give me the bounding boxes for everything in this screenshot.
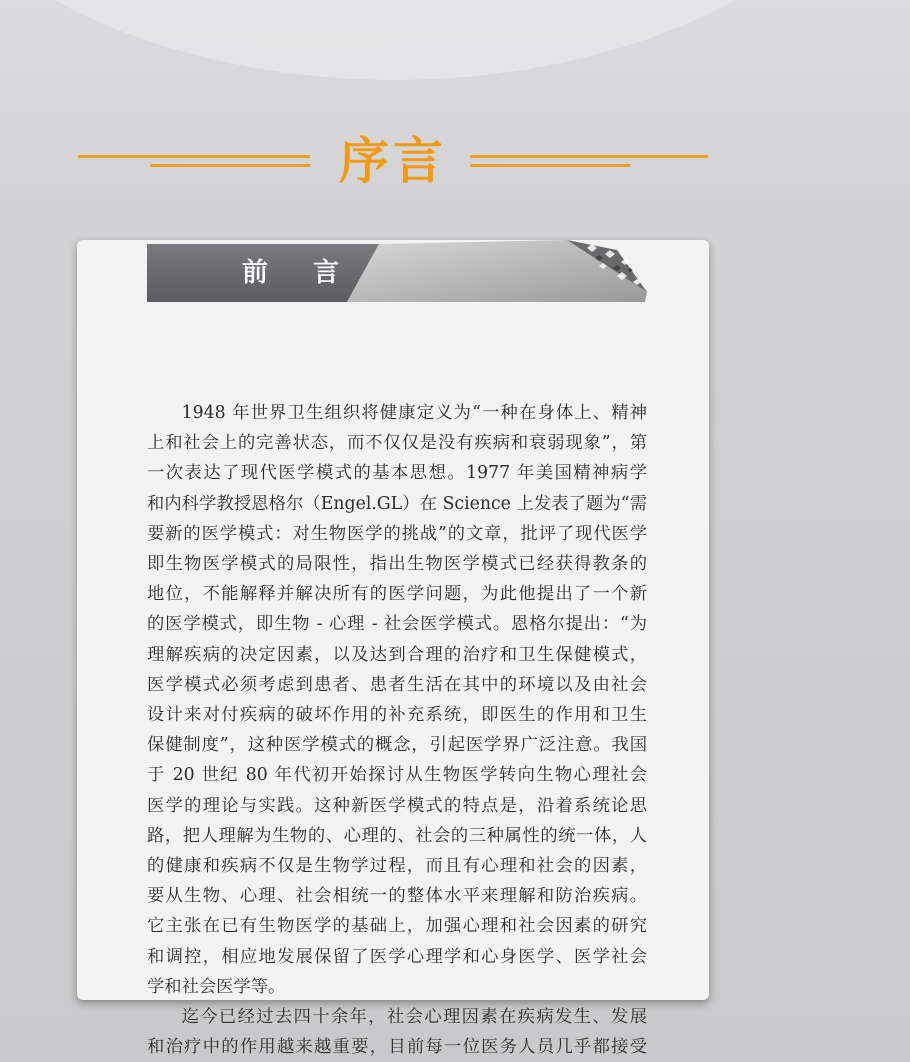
section-header-title: 前 言 xyxy=(242,258,358,288)
paragraph-1 xyxy=(147,398,647,1002)
text-line: 路，把人理解为生物的、心理的、社会的三种属性的统一体，人 xyxy=(147,825,647,846)
section-header-band xyxy=(147,240,657,302)
text-line: 和治疗中的作用越来越重要，目前每一位医务人员几乎都接受 xyxy=(147,1037,647,1058)
text-line: 医学的理论与实践。这种新医学模式的特点是，沿着系统论思 xyxy=(147,795,647,816)
text-line: 要新的医学模式：对生物医学的挑战”的文章，批评了现代医学 xyxy=(147,523,647,544)
preface-body xyxy=(147,398,647,1062)
text-line: 迄今已经过去四十余年，社会心理因素在疾病发生、发展 xyxy=(181,1007,647,1028)
text-line: 医学模式必须考虑到患者、患者生活在其中的环境以及由社会 xyxy=(147,674,647,695)
top-arc-decoration xyxy=(0,0,910,80)
text-line: 理解疾病的决定因素，以及达到合理的治疗和卫生保健模式， xyxy=(147,644,647,665)
title-line-left-inner xyxy=(150,164,310,167)
text-line: 保健制度”，这种医学模式的概念，引起医学界广泛注意。我国 xyxy=(147,735,647,756)
text-line: 即生物医学模式的局限性，指出生物医学模式已经获得教条的 xyxy=(147,554,647,575)
text-line: 的健康和疾病不仅是生物学过程，而且有心理和社会的因素， xyxy=(147,856,647,877)
text-line: 一次表达了现代医学模式的基本思想。1977 年美国精神病学 xyxy=(147,463,647,484)
text-line: 于 20 世纪 80 年代初开始探讨从生物医学转向生物心理社会 xyxy=(147,765,647,786)
book-page xyxy=(77,240,709,1058)
title-line-left xyxy=(78,155,310,158)
title-row xyxy=(0,128,790,194)
text-line: 1948 年世界卫生组织将健康定义为“一种在身体上、精神 xyxy=(181,403,647,423)
text-line: 地位，不能解释并解决所有的医学问题，为此他提出了一个新 xyxy=(147,584,647,605)
header-ribbon-graphic xyxy=(147,240,657,302)
text-line: 和调控，相应地发展保留了医学心理学和心身医学、医学社会 xyxy=(147,946,647,967)
title-line-right-inner xyxy=(470,164,630,167)
paragraph-2 xyxy=(147,1002,647,1062)
title-line-right xyxy=(470,155,708,158)
text-line: 上和社会上的完善状态，而不仅仅是没有疾病和衰弱现象”，第 xyxy=(147,433,647,454)
text-line: 它主张在已有生物医学的基础上，加强心理和社会因素的研究 xyxy=(147,916,647,937)
text-line: 的医学模式，即生物 - 心理 - 社会医学模式。恩格尔提出：“为 xyxy=(147,614,647,635)
text-line: 要从生物、心理、社会相统一的整体水平来理解和防治疾病。 xyxy=(147,886,647,907)
text-line: 和内科学教授恩格尔（Engel.GL）在 Science 上发表了题为“需 xyxy=(147,493,647,514)
text-line: 设计来对付疾病的破坏作用的补充系统，即医生的作用和卫生 xyxy=(147,705,647,726)
text-line: 学和社会医学等。 xyxy=(147,976,286,997)
page-title: 序言 xyxy=(339,132,447,190)
